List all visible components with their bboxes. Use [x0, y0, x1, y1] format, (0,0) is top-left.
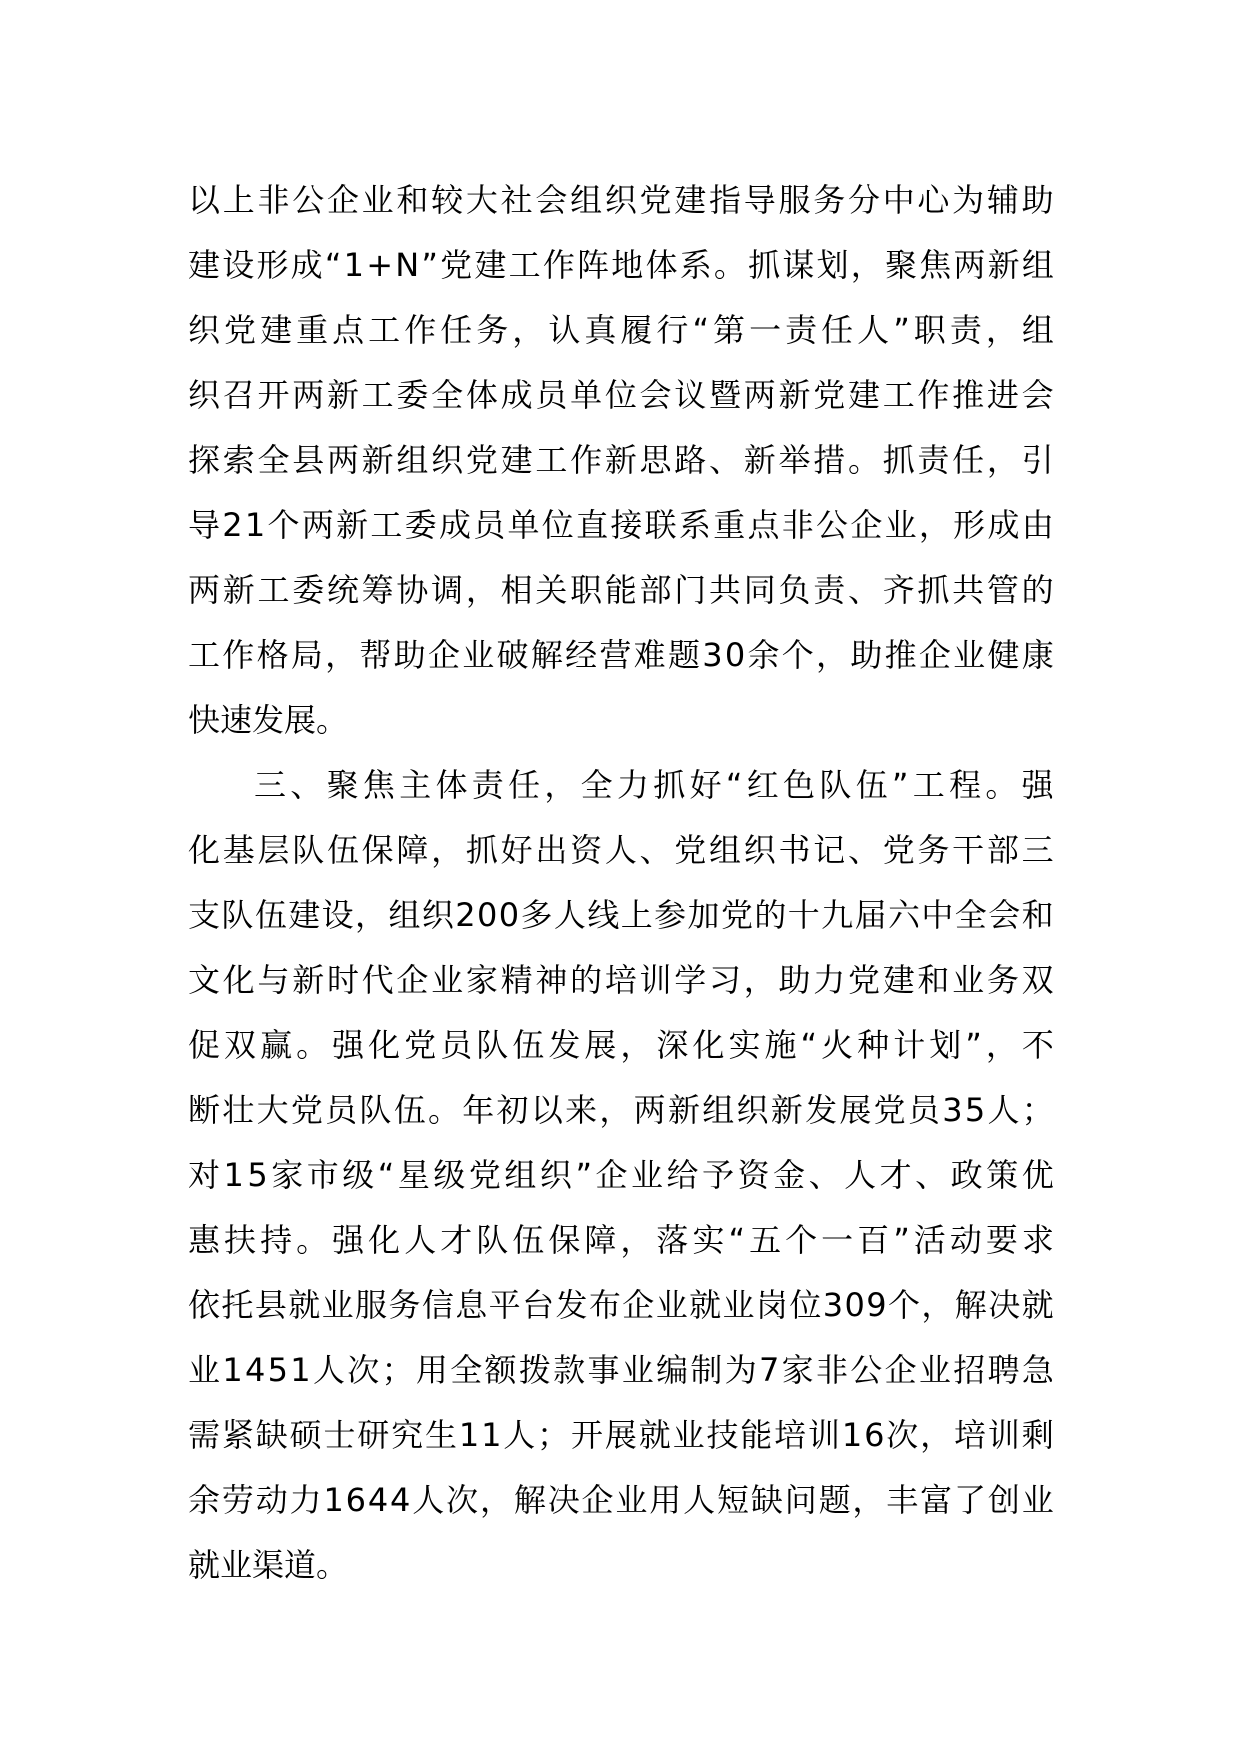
section-heading-line: 三 、 聚 焦 主 体 责 任 ， 全 力 抓 好 “ 红 色 队 伍 ” 工 程 。 强	[254, 766, 1054, 804]
text-line: 两 新 工 委 统 筹 协 调 ， 相 关 职 能 部 门 共 同 负 责 、 齐 抓 共 管 的	[188, 571, 1054, 609]
paragraph-end-line: 就业渠道。	[188, 1546, 349, 1584]
text-line: 支 队 伍 建 设 ， 组 织 2 0 0 多 人 线 上 参 加 党 的 十 九 届 六 中 全 会 和	[188, 896, 1054, 934]
text-line: 促 双 赢 。 强 化 党 员 队 伍 发 展 ， 深 化 实 施 “ 火 种 计 划 ” ， 不	[188, 1026, 1054, 1064]
text-line: 余 劳 动 力 1 6 4 4 人 次 ， 解 决 企 业 用 人 短 缺 问 题 ， 丰 富 了 创 业	[188, 1481, 1054, 1519]
text-line: 以 上 非 公 企 业 和 较 大 社 会 组 织 党 建 指 导 服 务 分 中 心 为 辅 助	[188, 181, 1054, 219]
text-line: 织 召 开 两 新 工 委 全 体 成 员 单 位 会 议 暨 两 新 党 建 工 作 推 进 会	[188, 376, 1054, 414]
text-line: 对 1 5 家 市 级 “ 星 级 党 组 织 ” 企 业 给 予 资 金 、 人 才 、 政 策 优	[188, 1156, 1054, 1194]
text-line: 文 化 与 新 时 代 企 业 家 精 神 的 培 训 学 习 ， 助 力 党 建 和 业 务 双	[188, 961, 1054, 999]
paragraph-end-line: 快速发展。	[188, 701, 349, 739]
text-line: 惠 扶 持 。 强 化 人 才 队 伍 保 障 ， 落 实 “ 五 个 一 百 ” 活 动 要 求	[188, 1221, 1054, 1259]
text-line: 断 壮 大 党 员 队 伍 。 年 初 以 来 ， 两 新 组 织 新 发 展 党 员 3 5 人 ；	[188, 1091, 1054, 1129]
text-line: 需 紧 缺 硕 士 研 究 生 1 1 人 ； 开 展 就 业 技 能 培 训 1 6 次 ， 培 训 剩	[188, 1416, 1054, 1454]
text-line: 业 1 4 5 1 人 次 ； 用 全 额 拨 款 事 业 编 制 为 7 家 非 公 企 业 招 聘 急	[188, 1351, 1054, 1389]
body-text	[188, 168, 1054, 1598]
text-line: 织 党 建 重 点 工 作 任 务 ， 认 真 履 行 “ 第 一 责 任 人 ” 职 责 ， 组	[188, 311, 1054, 349]
text-line: 化 基 层 队 伍 保 障 ， 抓 好 出 资 人 、 党 组 织 书 记 、 党 务 干 部 三	[188, 831, 1054, 869]
text-line: 探 索 全 县 两 新 组 织 党 建 工 作 新 思 路 、 新 举 措 。 抓 责 任 ， 引	[188, 441, 1054, 479]
text-line: 依 托 县 就 业 服 务 信 息 平 台 发 布 企 业 就 业 岗 位 3 0 9 个 ， 解 决 就	[188, 1286, 1054, 1324]
text-line: 建 设 形 成 “ 1 + N ” 党 建 工 作 阵 地 体 系 。 抓 谋 划 ， 聚 焦 两 新 组	[188, 246, 1054, 284]
text-line: 导 2 1 个 两 新 工 委 成 员 单 位 直 接 联 系 重 点 非 公 企 业 ， 形 成 由	[188, 506, 1054, 544]
text-line: 工 作 格 局 ， 帮 助 企 业 破 解 经 营 难 题 3 0 余 个 ， 助 推 企 业 健 康	[188, 636, 1054, 674]
